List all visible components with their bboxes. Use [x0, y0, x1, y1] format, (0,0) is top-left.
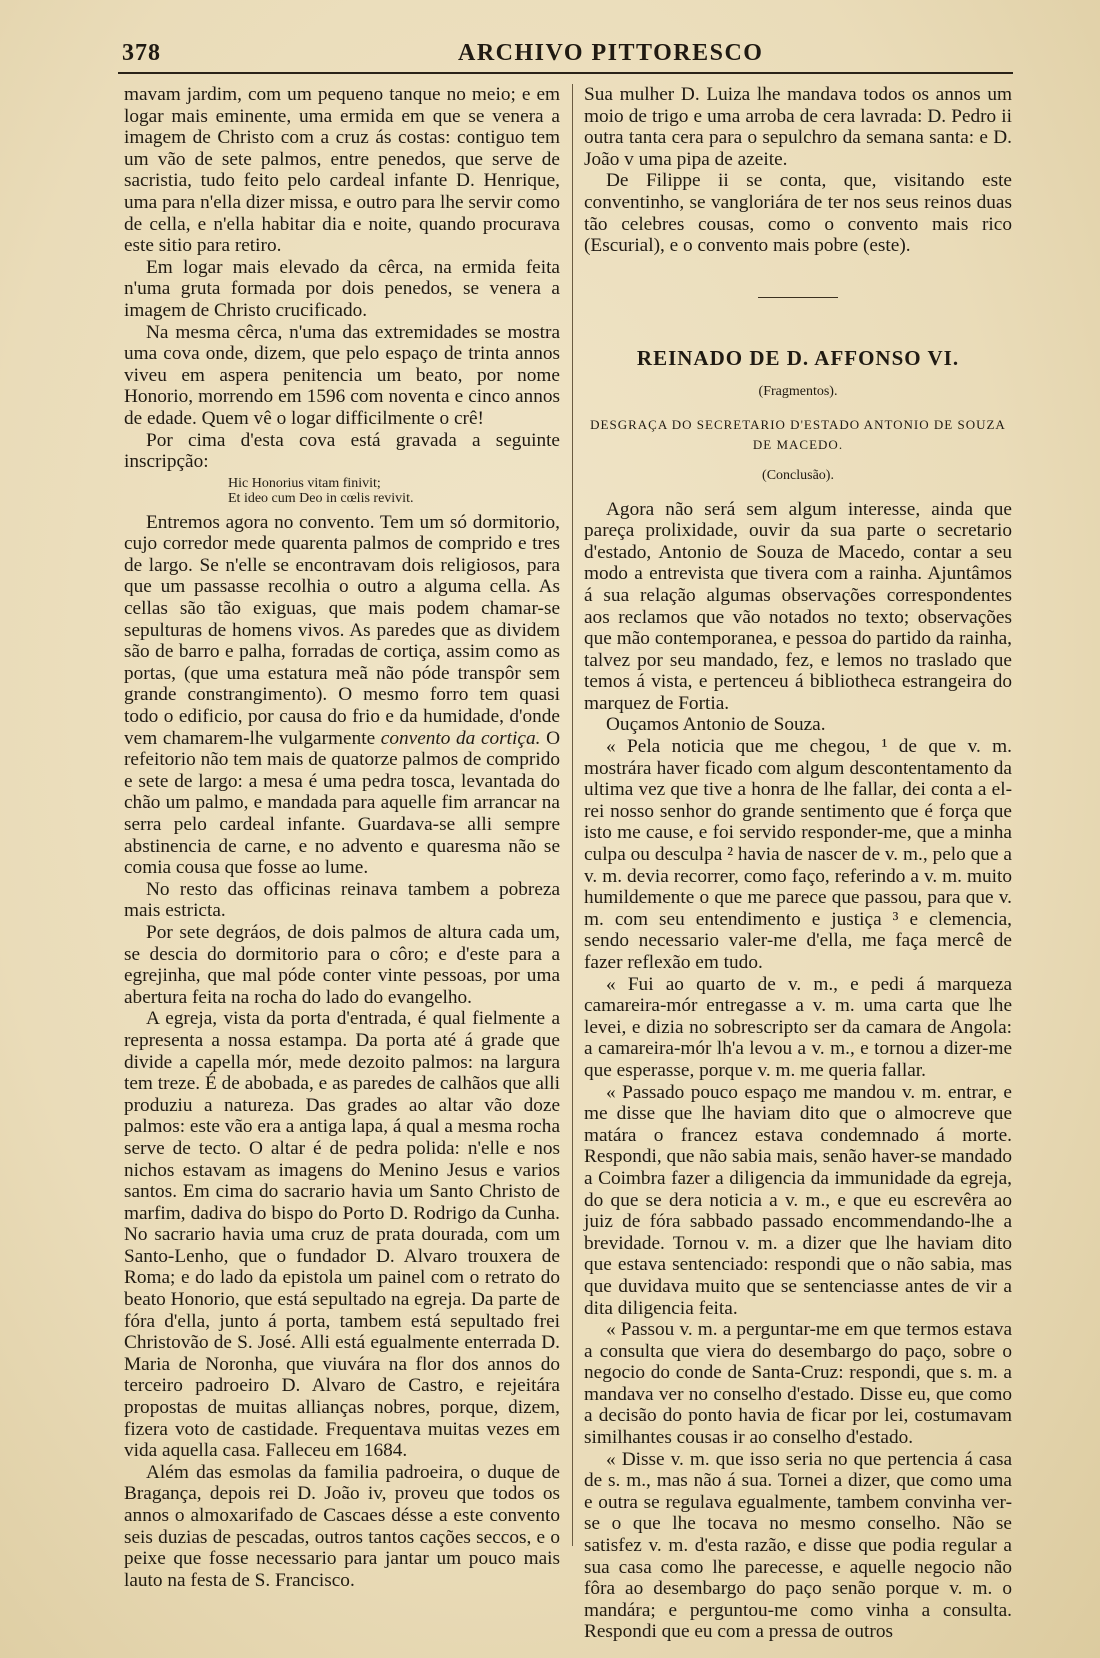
latin-inscription — [228, 476, 560, 506]
paragraph: « Pela noticia que me chegou, ¹ de que v. m. mostrára haver ficado com algum descontentamento da ultima vez que tive a honra de lhe fallar, dei conta a el-rei nosso senhor do grande sentimento que é força que isto me cause, e foi servido responder-me, que a minha culpa ou desculpa ² havia de nascer de v. m., pelo que a v. m. devia recorrer, como faço, referindo a v. m. muito humildemente o que me parece que passou, para que v. m. com seu entendimento e justiça ³ e clemencia, sendo necessario valer-me d'ella, me faça mercê de fazer reflexão em tudo. — [584, 736, 1012, 973]
paragraph: « Fui ao quarto de v. m., e pedi á marqueza camareira-mór entregasse a v. m. uma carta que lhe levei, e dizia no sobrescripto ser da camara de Angola: a camareira-mór lh'a levou a v. m., e tornou a dizer-me que esperasse, porque v. m. me queria fallar. — [584, 973, 1012, 1081]
paragraph: Por cima d'esta cova está gravada a seguinte inscripção: — [124, 429, 560, 473]
left-column — [124, 84, 560, 1591]
column-divider — [572, 84, 573, 1546]
journal-title: ARCHIVO PITTORESCO — [458, 40, 764, 66]
inscription-line: Et ideo cum Deo in cœlis revivit. — [228, 490, 414, 506]
paragraph: Por sete degráos, de dois palmos de altura cada um, se descia do dormitorio para o côro; e d'este para a egrejinha, que mal póde conter vinte pessoas, por uma abertura feita na rocha do lado do evangelho. — [124, 921, 560, 1008]
paragraph: « Passou v. m. a perguntar-me em que termos estava a consulta que viera do desembargo do paço, sobre o negocio do conde de Santa-Cruz: respondi, que s. m. a mandava ver no conselho d'estado. Disse eu, que como a decisão do ponto havia de ficar por lei, costumavam similhantes cousas ir ao conselho d'estado. — [584, 1319, 1012, 1449]
italic-phrase: convento da cortiça. — [380, 727, 541, 749]
paragraph: Em logar mais elevado da cêrca, na ermida feita n'uma gruta formada por dois penedos, se venera a imagem de Christo crucificado. — [124, 256, 560, 321]
paragraph: Na mesma cêrca, n'uma das extremidades se mostra uma cova onde, dizem, que pelo espaço de trinta annos viveu em aspera penitencia um beato, por nome Honorio, morrendo em 1596 com noventa e cinco annos de edade. Quem vê o logar difficilmente o crê! — [124, 321, 560, 429]
section-title: REINADO DE D. AFFONSO VI. — [636, 345, 960, 370]
paragraph: Além das esmolas da familia padroeira, o duque de Bragança, depois rei D. João iv, proveu que todos os annos o almoxarifado de Cascaes désse a este convento seis duzias de pescadas, outros tantos cações seccos, e o peixe que fosse necessario para jantar um pouco mais lauto na festa de S. Francisco. — [124, 1461, 560, 1591]
paragraph: « Disse v. m. que isso seria no que pertencia á casa de s. m., mas não á sua. Tornei a dizer, que como uma e outra se regulava egualmente, tambem convinha ver-se o que lhe tocava no mesmo conselho. Não se satisfez v. m. d'esta razão, e disse que podia regular a sua casa como lhe parecesse, e aquelle negocio não fôra ao desembargo do paço senão porque v. m. o mandára; e perguntou-me como vinha a consulta. Respondi que eu com a pressa de outros — [584, 1448, 1012, 1643]
fragments-note: (Fragmentos). — [758, 384, 838, 400]
right-column — [584, 84, 1012, 1643]
paragraph: No resto das officinas reinava tambem a pobreza mais estricta. — [124, 878, 560, 922]
text-run: Entremos agora no convento. Tem um só dormitorio, cujo corredor mede quarenta palmos de comprido e tres de largo. Se n'elle se encontravam dois religiosos, para que um passasse recolhia o outro a alguma cella. As cellas são tão exiguas, que mais podem chamar-se sepulturas de homens vivos. As paredes que as dividem são de barro e palha, forradas de cortiça, assim como as portas, (que uma estatura meã não póde transpôr sem grande constrangimento). O mesmo forro tem quasi todo o edificio, por causa do frio e da humidade, d'onde vem chamarem-lhe vulgarmente — [124, 511, 560, 749]
page-header — [118, 40, 1018, 76]
header-rule — [118, 72, 1013, 74]
paragraph: Ouçamos Antonio de Souza. — [606, 714, 826, 736]
page-number: 378 — [122, 40, 161, 66]
paragraph: Sua mulher D. Luiza lhe mandava todos os annos um moio de trigo e uma arroba de cera lavrada: D. Pedro ii outra tanta cera para o sepulchro da semana santa: e D. João v uma pipa de azeite. — [584, 84, 1012, 170]
paragraph — [124, 512, 560, 879]
paragraph: De Filippe ii se conta, que, visitando este conventinho, se vangloriára de ter nos seus reinos duas tão celebres cousas, como o convento mais rico (Escurial), e o convento mais pobre (este). — [584, 170, 1012, 257]
inscription-line: Hic Honorius vitam finivit; — [228, 475, 381, 491]
paragraph: Agora não será sem algum interesse, ainda que pareça prolixidade, ouvir da sua parte o secretario d'estado, Antonio de Souza de Macedo, contar a seu modo a entrevista que tivera com a rainha. Ajuntâmos á sua relação algumas observações correspondentes aos reclamos que vão notados no texto; observações que mão contemporanea, e pessoa do partido da rainha, talvez por seu mandado, fez, e lemos no traslado que temos á vista, e pertenceu á bibliotheca estrangeira do marquez de Fortia. — [584, 498, 1012, 714]
paragraph: mavam jardim, com um pequeno tanque no meio; e em logar mais eminente, uma ermida em que se venera a imagem de Christo com a cruz ás costas: contiguo tem um vão de sete palmos, entre penedos, que serve de sacristia, tudo feito pelo cardeal infante D. Henrique, uma para n'ella dizer missa, e outro para lhe servir como de cella, e n'ella habitar dia e noite, quando procurava este sitio para retiro. — [124, 84, 560, 257]
text-run: O refeitorio não tem mais de quatorze palmos de comprido e sete de largo: a mesa é uma pedra tosca, levantada do chão um palmo, e mandada para aquelle fim arrancar na serra pelo cardeal infante. Guardava-se alli sempre abstinencia de carne, e no advento e quaresma não se comia cousa que fosse ao lume. — [124, 727, 560, 879]
article-subtitle: DESGRAÇA DO SECRETARIO D'ESTADO ANTONIO DE SOUZA DE MACEDO. — [590, 416, 1006, 452]
paragraph: A egreja, vista da porta d'entrada, é qual fielmente a representa a nossa estampa. Da porta até á grade que divide a capella mór, mede dezoito palmos: na largura tem treze. É de abobada, e as paredes de calhãos que alli produziu a natureza. Das grades ao altar vão doze palmos: este vão era a antiga lapa, á qual a mesma rocha serve de tecto. O altar é de pedra polida: n'elle e nos nichos estavam as imagens do Menino Jesus e varios santos. Em cima do sacrario havia um Santo Christo de marfim, dadiva do bispo do Porto D. Rodrigo da Cunha. No sacrario havia uma cruz de prata dourada, com um Santo-Lenho, que o fundador D. Alvaro trouxera de Roma; e do lado da epistola um painel com o retrato do beato Honorio, que está sepultado na egreja. Da parte de fóra d'ella, junto á porta, tambem está sepultado frei Christovão de S. José. Alli está egualmente enterrada D. Maria de Noronha, que viuvára na flor dos annos do terceiro padroeiro D. Alvaro de Castro, e rejeitára propostas de muitas allianças nobres, porque, dizem, fizera voto de castidade. Frequentava muitas vezes em vida aquella casa. Falleceu em 1684. — [124, 1008, 560, 1462]
conclusion-note: (Conclusão). — [762, 467, 834, 483]
section-separator — [758, 297, 838, 298]
paragraph: « Passado pouco espaço me mandou v. m. entrar, e me disse que lhe haviam dito que o almocreve que matára o francez estava condemnado á morte. Respondi, que não sabia mais, senão haver-se mandado a Coimbra fazer a diligencia da immunidade da egreja, do que se dera noticia a v. m., e que eu escrevêra ao juiz de fóra sabbado passado encommendando-lhe a brevidade. Tornou v. m. a dizer que lhe haviam dito que estava sentenciado: respondi que o não sabia, mas que duvidava muito que se sentenciasse antes de vir a dita diligencia feita. — [584, 1081, 1012, 1319]
